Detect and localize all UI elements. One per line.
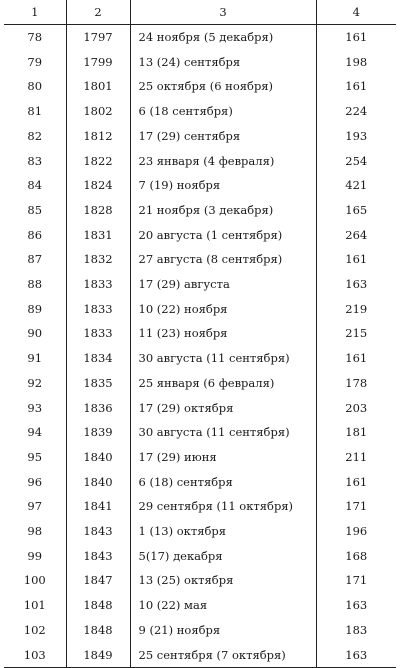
date-cell: 17 (29) августа — [130, 272, 316, 297]
value-cell: 224 — [316, 99, 396, 124]
date-cell: 10 (22) ноября — [130, 297, 316, 322]
date-cell: 17 (29) июня — [130, 445, 316, 470]
date-cell: 29 сентября (11 октября) — [130, 494, 316, 519]
row-number-cell: 91 — [27, 351, 43, 366]
table-row — [4, 321, 396, 346]
row-number-cell: 84 — [27, 178, 43, 193]
column-header-4: 4 — [316, 0, 396, 25]
value-cell: 171 — [316, 568, 396, 593]
value-cell: 421 — [316, 173, 396, 198]
year-cell: 1841 — [66, 494, 130, 519]
table-row — [4, 396, 396, 421]
data-table — [4, 0, 396, 668]
year-cell: 1802 — [66, 99, 130, 124]
year-cell: 1824 — [66, 173, 130, 198]
year-cell: 1797 — [66, 25, 130, 50]
table-row — [4, 346, 396, 371]
row-number-cell: 85 — [27, 202, 43, 217]
date-cell: 6 (18) сентября — [130, 470, 316, 495]
date-cell: 25 октября (6 ноября) — [130, 74, 316, 99]
date-cell: 9 (21) ноября — [130, 618, 316, 643]
date-cell: 25 сентября (7 октября) — [130, 643, 316, 668]
value-cell: 168 — [316, 544, 396, 569]
table-row — [4, 74, 396, 99]
date-cell: 6 (18 сентября) — [130, 99, 316, 124]
value-cell: 163 — [316, 272, 396, 297]
date-cell: 1 (13) октября — [130, 519, 316, 544]
table-row — [4, 198, 396, 223]
year-cell: 1822 — [66, 149, 130, 174]
column-header-1: 1 — [4, 0, 66, 25]
table-row — [4, 297, 396, 322]
value-cell: 161 — [316, 470, 396, 495]
date-cell: 30 августа (11 сентября) — [130, 346, 316, 371]
value-cell: 219 — [316, 297, 396, 322]
date-cell: 5(17) декабря — [130, 544, 316, 569]
row-number-cell: 90 — [27, 326, 43, 341]
table-row — [4, 371, 396, 396]
value-cell: 161 — [316, 247, 396, 272]
table-row — [4, 519, 396, 544]
date-cell: 30 августа (11 сентября) — [130, 420, 316, 445]
year-cell: 1828 — [66, 198, 130, 223]
column-header-2: 2 — [66, 0, 130, 25]
value-cell: 264 — [316, 223, 396, 248]
value-cell: 211 — [316, 445, 396, 470]
date-cell: 25 января (6 февраля) — [130, 371, 316, 396]
date-cell: 7 (19) ноября — [130, 173, 316, 198]
value-cell: 215 — [316, 321, 396, 346]
table-row — [4, 223, 396, 248]
table-row — [4, 445, 396, 470]
date-cell: 27 августа (8 сентября) — [130, 247, 316, 272]
date-cell: 13 (25) октября — [130, 568, 316, 593]
year-cell: 1812 — [66, 124, 130, 149]
row-number-cell: 83 — [27, 153, 43, 168]
column-header-3: 3 — [130, 0, 316, 25]
table-row — [4, 568, 396, 593]
year-cell: 1849 — [66, 643, 130, 668]
row-number-cell: 78 — [27, 30, 43, 44]
table-row — [4, 544, 396, 569]
year-cell: 1847 — [66, 568, 130, 593]
row-number-cell: 95 — [27, 449, 43, 464]
value-cell: 161 — [316, 25, 396, 50]
table-row — [4, 618, 396, 643]
row-number-cell: 81 — [27, 104, 43, 119]
table-row — [4, 99, 396, 124]
row-number-cell: 96 — [27, 474, 43, 489]
header-row — [4, 0, 396, 25]
table-row — [4, 149, 396, 174]
row-number-cell: 98 — [27, 524, 43, 539]
date-cell: 24 ноября (5 декабря) — [130, 25, 316, 50]
value-cell: 196 — [316, 519, 396, 544]
value-cell: 198 — [316, 50, 396, 75]
table-row — [4, 494, 396, 519]
year-cell: 1833 — [66, 297, 130, 322]
row-number-cell: 88 — [27, 277, 43, 292]
year-cell: 1840 — [66, 470, 130, 495]
row-number-cell: 103 — [4, 643, 66, 668]
date-cell: 17 (29) октября — [130, 396, 316, 421]
year-cell: 1843 — [66, 544, 130, 569]
year-cell: 1840 — [66, 445, 130, 470]
value-cell: 165 — [316, 198, 396, 223]
value-cell: 178 — [316, 371, 396, 396]
value-cell: 203 — [316, 396, 396, 421]
row-number-cell: 93 — [27, 400, 43, 415]
year-cell: 1801 — [66, 74, 130, 99]
table-row — [4, 643, 396, 668]
year-cell: 1835 — [66, 371, 130, 396]
date-cell: 17 (29) сентября — [130, 124, 316, 149]
row-number-cell: 89 — [27, 301, 43, 316]
value-cell: 163 — [316, 593, 396, 618]
date-cell: 23 января (4 февраля) — [130, 149, 316, 174]
row-number-cell: 99 — [27, 548, 43, 563]
year-cell: 1799 — [66, 50, 130, 75]
table-row — [4, 593, 396, 618]
year-cell: 1836 — [66, 396, 130, 421]
year-cell: 1839 — [66, 420, 130, 445]
value-cell: 254 — [316, 149, 396, 174]
date-cell: 21 ноября (3 декабря) — [130, 198, 316, 223]
table-row — [4, 50, 396, 75]
row-number-cell: 80 — [27, 79, 43, 94]
date-cell: 10 (22) мая — [130, 593, 316, 618]
year-cell: 1832 — [66, 247, 130, 272]
year-cell: 1848 — [66, 593, 130, 618]
table-body — [4, 25, 396, 668]
row-number-cell: 87 — [27, 252, 43, 267]
row-number-cell: 92 — [27, 375, 43, 390]
table-row — [4, 247, 396, 272]
row-number-cell: 94 — [27, 425, 43, 440]
date-cell: 20 августа (1 сентября) — [130, 223, 316, 248]
row-number-cell: 79 — [27, 54, 43, 69]
table-row — [4, 272, 396, 297]
year-cell: 1848 — [66, 618, 130, 643]
table-row — [4, 470, 396, 495]
row-number-cell: 86 — [27, 227, 43, 242]
row-number-cell: 97 — [27, 499, 43, 514]
value-cell: 161 — [316, 74, 396, 99]
table-row — [4, 25, 396, 50]
year-cell: 1834 — [66, 346, 130, 371]
date-cell: 11 (23) ноября — [130, 321, 316, 346]
table-row — [4, 420, 396, 445]
value-cell: 163 — [316, 643, 396, 668]
table-row — [4, 173, 396, 198]
row-number-cell: 82 — [27, 128, 43, 143]
year-cell: 1833 — [66, 321, 130, 346]
value-cell: 183 — [316, 618, 396, 643]
value-cell: 181 — [316, 420, 396, 445]
value-cell: 171 — [316, 494, 396, 519]
date-cell: 13 (24) сентября — [130, 50, 316, 75]
year-cell: 1831 — [66, 223, 130, 248]
year-cell: 1833 — [66, 272, 130, 297]
row-number-cell: 100 — [23, 573, 46, 588]
value-cell: 161 — [316, 346, 396, 371]
year-cell: 1843 — [66, 519, 130, 544]
table-header — [4, 0, 396, 25]
value-cell: 193 — [316, 124, 396, 149]
table-row — [4, 124, 396, 149]
row-number-cell: 102 — [23, 622, 46, 637]
row-number-cell: 101 — [23, 598, 46, 613]
